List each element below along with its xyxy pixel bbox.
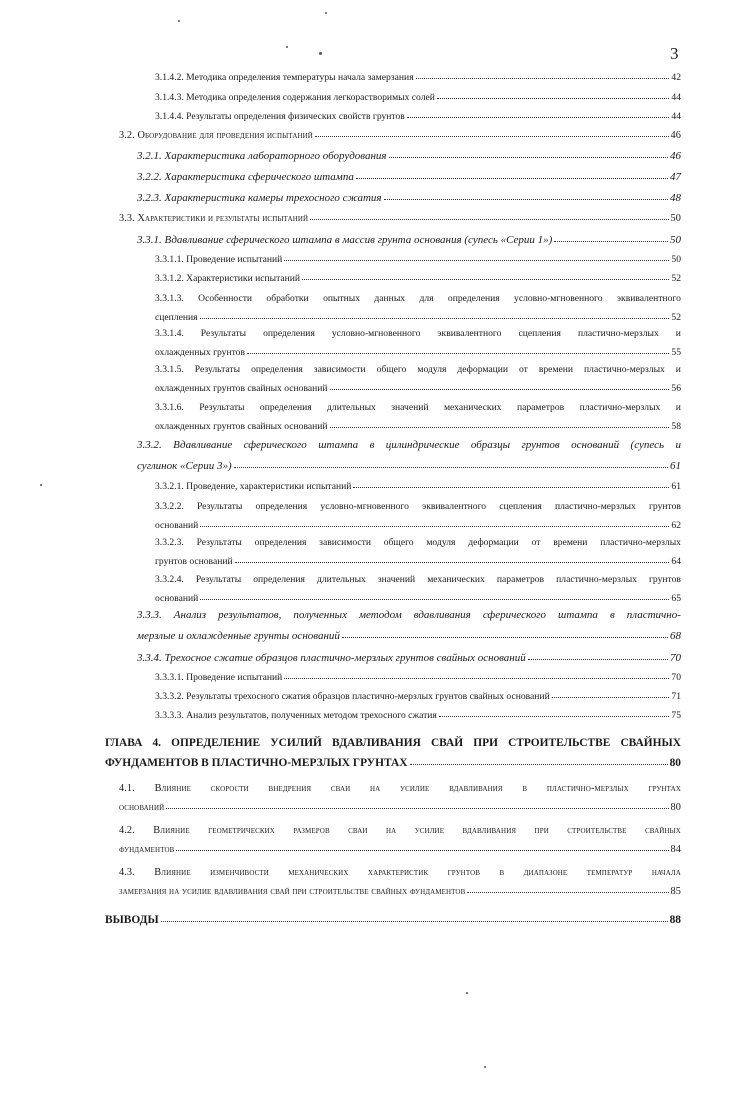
toc-word: Вдавливание <box>173 439 233 451</box>
toc-word: и <box>675 439 681 451</box>
toc-entry[interactable]: 3.3.1.5. Результаты определения зависимости общего модуля деформации от времени пластично-мерзлых и охлажденных грунтов свайных оснований 56 <box>155 364 681 394</box>
dot-leader <box>302 279 669 280</box>
toc-word: общего <box>383 537 414 548</box>
toc-word: условно-мгновенного <box>514 293 603 304</box>
toc-word: температур <box>586 867 633 878</box>
toc-word: СТРОИТЕЛЬСТВЕ <box>508 737 611 749</box>
toc-word: Особенности <box>198 293 253 304</box>
toc-word: времени <box>553 537 588 548</box>
toc-word: и <box>675 402 681 413</box>
toc-word: ВДАВЛИВАНИЯ <box>332 737 421 749</box>
dot-leader <box>416 78 670 79</box>
toc-word: Влияние <box>153 825 190 836</box>
toc-entry[interactable]: 3.3.2. Вдавливание сферического штампа в цилиндрические образцы грунтов оснований (супесь и суглинок «Серии 3») 61 <box>137 439 681 472</box>
toc-word: методом <box>359 609 402 621</box>
scan-speck <box>40 484 42 486</box>
toc-word: ОПРЕДЕЛЕНИЕ <box>171 737 261 749</box>
toc-word: 4.2. <box>119 825 135 836</box>
dot-leader <box>439 716 670 717</box>
toc-word: длительных <box>327 402 376 413</box>
toc-word: ПРИ <box>473 737 498 749</box>
toc-word: 3.3.1.4. <box>155 328 184 339</box>
dot-leader <box>176 850 668 851</box>
toc-word: грунтов <box>648 501 681 512</box>
dot-leader <box>310 219 668 220</box>
toc-word: УСИЛИЙ <box>270 737 322 749</box>
toc-word: строительстве <box>567 825 627 836</box>
toc-word: модуля <box>426 537 456 548</box>
toc-word: ГЛАВА <box>105 737 143 749</box>
scan-speck <box>466 992 468 994</box>
toc-word: Результаты <box>194 364 241 375</box>
toc-word: вдавливания <box>413 609 471 621</box>
toc-word: на <box>370 783 381 794</box>
toc-word: грунтов <box>447 867 481 878</box>
toc-word: СВАЙ <box>430 737 464 749</box>
toc-word: сцепления <box>518 328 561 339</box>
toc-entry[interactable]: 3.3.1.6. Результаты определения длительных значений механических параметров пластично-мерзлых и охлажденных грунтов свайных оснований 58 <box>155 402 681 432</box>
toc-word: изменчивости <box>210 867 269 878</box>
toc-word: 3.3.2.3. <box>155 537 184 548</box>
toc-word: на <box>386 825 397 836</box>
toc-entry[interactable]: 3.2.2. Характеристика сферического штампа 47 <box>137 171 681 183</box>
toc-entry-title-line1 <box>155 293 681 304</box>
toc-word: данных <box>374 293 406 304</box>
dot-leader <box>247 353 669 354</box>
toc-word: 3.3.1.5. <box>155 364 184 375</box>
toc-word: от <box>519 364 528 375</box>
toc-entry[interactable]: 3.3.2.2. Результаты определения условно-мгновенного эквивалентного сцепления пластично-мерзлых грунтов оснований 62 <box>155 501 681 531</box>
toc-entry-title-line1 <box>119 783 681 794</box>
toc-word: Анализ <box>173 609 207 621</box>
toc-word: штампа <box>558 609 598 621</box>
toc-word: оснований <box>571 439 620 451</box>
toc-word: определения <box>259 402 312 413</box>
toc-word: усилие <box>400 783 430 794</box>
toc-word: пластично-мерзлых <box>600 537 681 548</box>
dot-leader <box>315 136 669 137</box>
toc-word: грунтах <box>648 783 681 794</box>
dot-leader <box>284 678 669 679</box>
toc-chapter[interactable]: ВЫВОДЫ 88 <box>105 914 681 926</box>
toc-entry[interactable]: 3.3.1.4. Результаты определения условно-мгновенного эквивалентного сцепления пластично-мерзлых и охлажденных грунтов 55 <box>155 328 681 358</box>
toc-entry-title-line1 <box>119 867 681 878</box>
toc-entry[interactable]: 3.2. Оборудование для проведения испытаний 46 <box>119 130 681 141</box>
toc-word: размеров <box>293 825 330 836</box>
toc-word: скорости <box>210 783 249 794</box>
toc-word: грунтов <box>649 574 681 585</box>
toc-word: эквивалентного <box>616 293 681 304</box>
dot-leader <box>330 427 670 428</box>
dot-leader <box>384 199 668 200</box>
toc-word: цилиндрические <box>385 439 460 451</box>
toc-word: сферического <box>482 609 546 621</box>
toc-entry[interactable]: 3.3.2.1. Проведение, характеристики испытаний 61 <box>155 481 681 492</box>
dot-leader <box>235 562 670 563</box>
toc-entry[interactable]: 3.3.2.3. Результаты определения зависимости общего модуля деформации от времени пластично-мерзлых грунтов оснований 64 <box>155 537 681 567</box>
toc-word: сферического <box>243 439 307 451</box>
toc-word: 4.3. <box>119 867 135 878</box>
toc-word: определения <box>253 574 305 585</box>
toc-word: времени <box>538 364 574 375</box>
toc-word: длительных <box>317 574 366 585</box>
toc-word: обработки <box>266 293 309 304</box>
toc-word: пластично- <box>626 609 681 621</box>
toc-word: определения <box>254 537 307 548</box>
dot-leader <box>410 764 668 765</box>
scan-speck <box>178 20 180 22</box>
dot-leader <box>161 921 668 922</box>
toc-word: зависимости <box>319 537 371 548</box>
toc-word: механических <box>427 574 485 585</box>
toc-entry[interactable]: 3.3.3.1. Проведение испытаний 70 <box>155 672 681 683</box>
scan-speck <box>484 1066 486 1068</box>
scan-speck <box>286 46 288 48</box>
toc-word: усилие <box>414 825 445 836</box>
toc-word: пластично-мерзлых <box>584 364 665 375</box>
toc-entry[interactable]: 3.3.3. Анализ результатов, полученных методом вдавливания сферического штампа в пластично- мерзлые и охлажденные грунты оснований 68 <box>137 609 681 642</box>
toc-entry[interactable]: 3.3.1.2. Характеристики испытаний 52 <box>155 273 681 284</box>
toc-word: пластично-мерзлых <box>546 783 629 794</box>
toc-word: эквивалентного <box>437 328 502 339</box>
toc-word: определения <box>255 501 308 512</box>
dot-leader <box>356 178 668 179</box>
toc-word: условно-мгновенного <box>331 328 421 339</box>
scan-speck <box>319 52 322 55</box>
toc-word: пластично-мерзлых <box>556 574 637 585</box>
toc-word: деформации <box>457 364 509 375</box>
toc-word: внедрения <box>268 783 312 794</box>
toc-word: и <box>675 328 681 339</box>
toc-word: Влияние <box>154 867 191 878</box>
dot-leader <box>342 637 668 638</box>
dot-leader <box>552 697 670 698</box>
toc-word: пластично-мерзлых <box>577 328 659 339</box>
toc-word: грунтов <box>521 439 560 451</box>
dot-leader <box>234 467 668 468</box>
toc-word: эквивалентного <box>422 501 487 512</box>
toc-word: механических <box>443 402 502 413</box>
toc-word: штампа <box>318 439 359 451</box>
toc-word: сцепления <box>499 501 542 512</box>
toc-word: образцы <box>470 439 511 451</box>
toc-word: параметров <box>516 402 565 413</box>
toc-word: для <box>419 293 434 304</box>
toc-entry-title-line1 <box>155 574 681 585</box>
toc-word: от <box>531 537 541 548</box>
toc-entry-title-line1 <box>105 737 681 749</box>
toc-entry[interactable]: 4.1. Влияние скорости внедрения сваи на усилие вдавливания в пластично-мерзлых грунтах оснований 80 <box>119 783 681 813</box>
toc-word: 3.3.2. <box>137 439 162 451</box>
toc-word: характеристик <box>367 867 429 878</box>
toc-entry-title-line1 <box>137 609 681 621</box>
dot-leader <box>437 98 670 99</box>
dot-leader <box>200 526 669 527</box>
dot-leader <box>166 808 668 809</box>
toc-entry[interactable]: 4.3. Влияние изменчивости механических характеристик грунтов в диапазоне температур начала замерзания на усилие вдавливания свай при строительстве свайных фундаментов 85 <box>119 867 681 897</box>
toc-word: Влияние <box>154 783 191 794</box>
toc-word: параметров <box>496 574 545 585</box>
toc-word: сваи <box>330 783 351 794</box>
toc-entry[interactable]: 3.3.1.3. Особенности обработки опытных данных для определения условно-мгновенного эквивалентного сцепления 52 <box>155 293 681 323</box>
toc-word: и <box>675 364 681 375</box>
dot-leader <box>389 157 668 158</box>
toc-word: диапазоне <box>523 867 568 878</box>
toc-entry-title-line1 <box>155 328 681 339</box>
toc-word: результатов, <box>218 609 282 621</box>
toc-word: Результаты <box>196 537 242 548</box>
toc-entry[interactable]: 3.2.1. Характеристика лабораторного оборудования 46 <box>137 150 681 162</box>
toc-word: определения <box>251 364 303 375</box>
toc-word: 3.3.2.4. <box>155 574 184 585</box>
toc-word: при <box>534 825 549 836</box>
toc-word: в <box>369 439 375 451</box>
toc-entry-title-line1 <box>155 402 681 413</box>
toc-entry-title-line1 <box>155 501 681 512</box>
dot-leader <box>353 487 669 488</box>
toc-word: определения <box>263 328 315 339</box>
dot-leader <box>200 599 669 600</box>
toc-word: в <box>522 783 528 794</box>
toc-entry[interactable]: 3.3.4. Трехосное сжатие образцов пластично-мерзлых грунтов свайных оснований 70 <box>137 652 681 664</box>
dot-leader <box>330 389 670 390</box>
toc-word: опытных <box>323 293 361 304</box>
toc-word: 4. <box>152 737 162 749</box>
toc-entry[interactable]: 3.1.4.2. Методика определения температуры начала замерзания 42 <box>155 72 681 83</box>
toc-entry-title-line1 <box>119 825 681 836</box>
toc-word: деформации <box>468 537 519 548</box>
dot-leader <box>407 117 670 118</box>
toc-word: в <box>499 867 505 878</box>
toc-word: сваи <box>348 825 368 836</box>
page-number: 3 <box>670 44 679 63</box>
toc-word: 3.3.3. <box>137 609 162 621</box>
toc-word: общего <box>376 364 407 375</box>
toc-word: (супесь <box>630 439 665 451</box>
dot-leader <box>284 260 669 261</box>
toc-entry[interactable]: 3.1.4.4. Результаты определения физических свойств грунтов 44 <box>155 111 681 122</box>
toc-entry[interactable]: 4.2. Влияние геометрических размеров сваи на усилие вдавливания при строительстве свайных фундаментов 84 <box>119 825 681 855</box>
toc-word: 4.1. <box>119 783 135 794</box>
toc-word: вдавливания <box>449 783 503 794</box>
toc-entry-title-line1 <box>155 364 681 375</box>
toc-entry[interactable]: 3.3.1.1. Проведение испытаний 50 <box>155 254 681 265</box>
toc-word: пластично-мерзлых <box>579 402 661 413</box>
toc-entry[interactable]: 3.3.1. Вдавливание сферического штампа в массив грунта основания (супесь «Серии 1») 50 <box>137 234 681 246</box>
toc-word: модуля <box>417 364 447 375</box>
toc-word: Результаты <box>195 574 242 585</box>
toc-word: свайных <box>644 825 681 836</box>
toc-entry[interactable]: 3.3. Характеристики и результаты испытаний 50 <box>119 213 681 224</box>
scan-speck <box>325 12 327 14</box>
dot-leader <box>467 892 668 893</box>
toc-word: зависимости <box>313 364 366 375</box>
toc-word: полученных <box>293 609 347 621</box>
toc-word: определения <box>447 293 500 304</box>
toc-entry[interactable]: 3.3.3.3. Анализ результатов, полученных методом трехосного сжатия 75 <box>155 710 681 721</box>
toc-word: условно-мгновенного <box>320 501 409 512</box>
toc-chapter[interactable]: ГЛАВА 4. ОПРЕДЕЛЕНИЕ УСИЛИЙ ВДАВЛИВАНИЯ СВАЙ ПРИ СТРОИТЕЛЬСТВЕ СВАЙНЫХ ФУНДАМЕНТОВ В ПЛАСТИЧНО-МЕРЗЛЫХ ГРУНТАХ 80 <box>105 737 681 769</box>
toc-word: 3.3.1.6. <box>155 402 184 413</box>
toc-word: 3.3.1.3. <box>155 293 184 304</box>
toc-entry-title-line1 <box>137 439 681 451</box>
dot-leader <box>528 659 668 660</box>
toc-entry[interactable]: 3.3.3.2. Результаты трехосного сжатия образцов пластично-мерзлых грунтов свайных оснований 71 <box>155 691 681 702</box>
toc-word: геометрических <box>208 825 275 836</box>
toc-word: Результаты <box>199 402 245 413</box>
toc-word: Результаты <box>196 501 243 512</box>
toc-entry-title-line1 <box>155 537 681 548</box>
dot-leader <box>200 318 670 319</box>
toc-word: механических <box>288 867 349 878</box>
toc-word: в <box>609 609 615 621</box>
toc-entry[interactable]: 3.1.4.3. Методика определения содержания легкорастворимых солей 44 <box>155 92 681 103</box>
toc-word: начала <box>651 867 681 878</box>
toc-word: значений <box>377 574 416 585</box>
toc-word: вдавливания <box>462 825 517 836</box>
toc-word: Результаты <box>200 328 247 339</box>
toc-entry[interactable]: 3.2.3. Характеристика камеры трехосного сжатия 48 <box>137 192 681 204</box>
dot-leader <box>554 241 668 242</box>
toc-word: 3.3.2.2. <box>155 501 184 512</box>
toc-word: значений <box>391 402 429 413</box>
toc-entry[interactable]: 3.3.2.4. Результаты определения длительных значений механических параметров пластично-мерзлых грунтов оснований 65 <box>155 574 681 604</box>
toc-word: СВАЙНЫХ <box>620 737 681 749</box>
toc-word: пластично-мерзлых <box>555 501 636 512</box>
